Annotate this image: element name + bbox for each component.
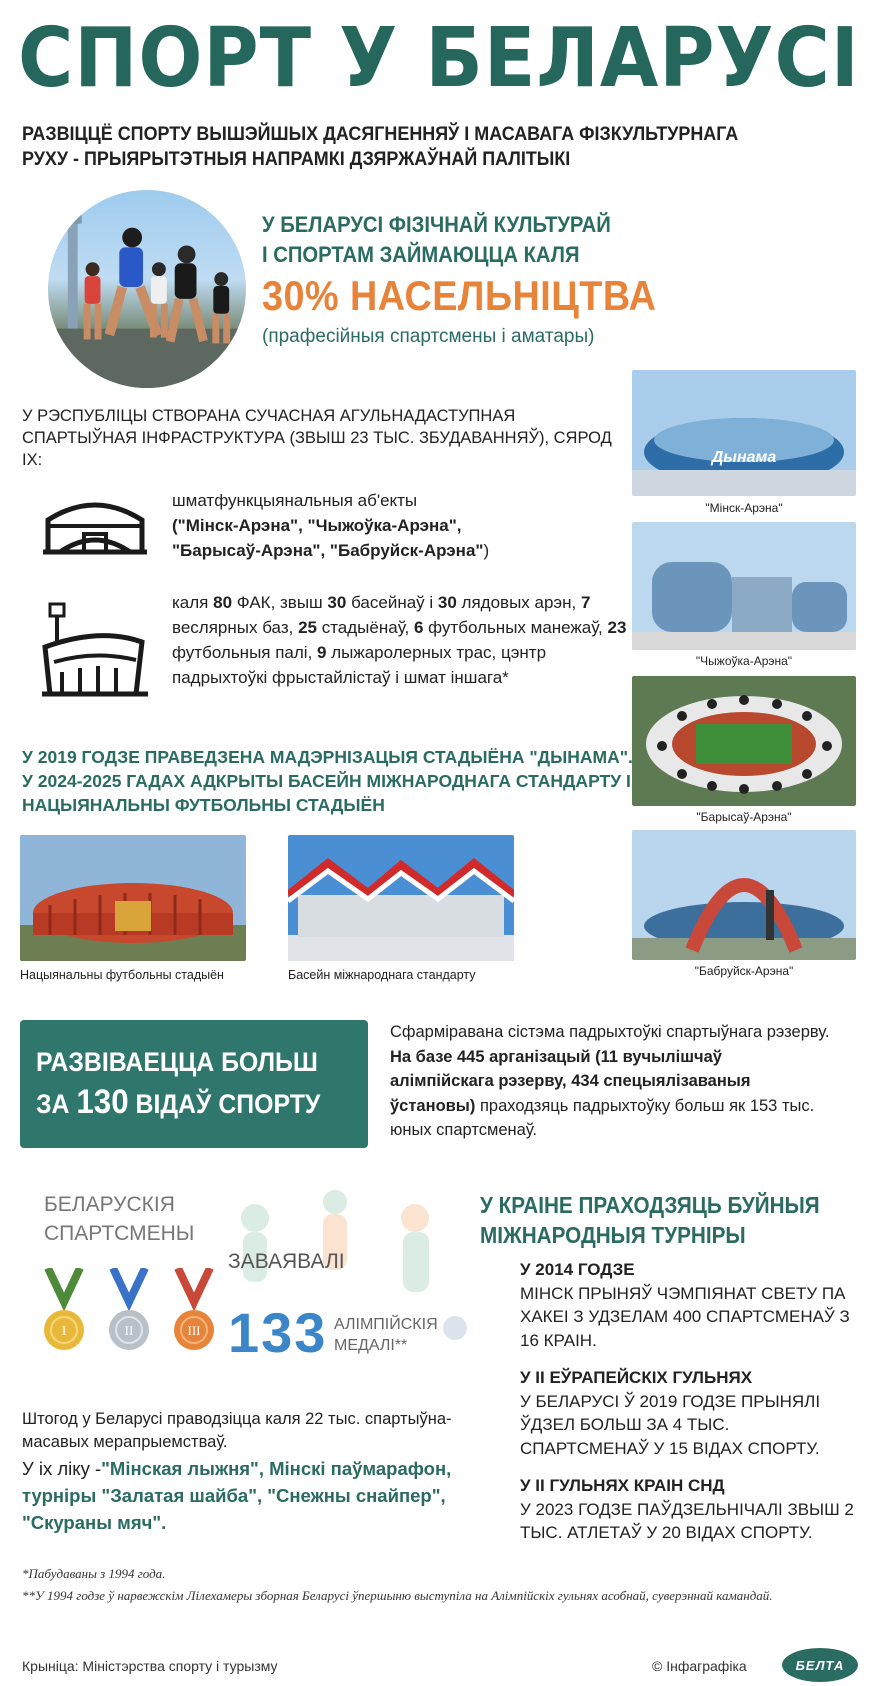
modernization-line-2-wrap [22, 769, 662, 817]
mass-post: . [161, 1512, 167, 1533]
tournament-item-text: МІНСК ПРЫНЯЎ ЧЭМПІЯНАТ СВЕТУ ПА ХАКЕІ З УДЗЕЛАМ 400 СПАРТСМЕНАЎ З 16 КРАІН. [520, 1283, 850, 1350]
medal-gold-icon [44, 1268, 84, 1350]
reserve-t1: Сфарміравана сістэма падрыхтоўкі спартыўнага рэзерву. [390, 1023, 830, 1041]
pool-photo [288, 835, 514, 961]
medals-group [44, 1268, 214, 1360]
tournament-item [520, 1258, 860, 1352]
medal-word-1: АЛІМПІЙСКІЯ [334, 1316, 438, 1333]
medal-rank-3: III [187, 1323, 201, 1338]
reserve-t2: праходзяць падрыхтоўку больш як 153 тыс. юных спартсменаў. [390, 1096, 815, 1139]
fak-n3: 30 [437, 593, 457, 612]
modernization-line-2-bold: БАСЕЙН МІЖНАРОДНАГА СТАНДАРТУ І НАЦЫЯНАЛЬНЫ ФУТБОЛЬНЫ СТАДЫЁН [22, 771, 631, 815]
fak-n1: 80 [213, 593, 233, 612]
tournament-item [520, 1366, 860, 1460]
multi-arenas-2: "Барысаў-Арэна", "Бабруйск-Арэна" [172, 541, 484, 560]
fak-t8: футбольныя палі, [172, 643, 318, 662]
sports-box-post: ВІДАЎ СПОРТУ [128, 1089, 321, 1119]
won-label: ЗАВАЯВАЛІ [228, 1250, 345, 1273]
borisov-arena-caption: "Барысаў-Арэна" [696, 810, 792, 824]
chizhovka-arena-photo [632, 522, 856, 650]
arena-sign-text: Дынама [711, 449, 777, 466]
tournament-item-heading: У II ЕЎРАПЕЙСКІХ ГУЛЬНЯХ [520, 1368, 753, 1387]
fak-t7: футбольных манежаў, [423, 618, 608, 637]
fak-t6: стадыёнаў, [316, 618, 414, 637]
page-subtitle: РАЗВІЦЦЁ СПОРТУ ВЫШЭЙШЫХ ДАСЯГНЕННЯЎ І МАСАВАГА ФІЗКУЛЬТУРНАГА РУХУ - ПРЫЯРЫТЭТНЫЯ НАПРАМКІ ДЗЯРЖАЎНАЙ ПАЛІТЫКІ [22, 123, 739, 170]
modernization-line-1: У 2019 ГОДЗЕ ПРАВЕДЗЕНА МАДЭРНІЗАЦЫЯ СТАДЫЁНА "ДЫНАМА". [22, 747, 633, 767]
fak-t2: ФАК, звыш [232, 593, 328, 612]
source-text: Крыніца: Міністэрства спорту і турызму [22, 1658, 278, 1674]
chizhovka-arena-caption: "Чыжоўка-Арэна" [695, 654, 793, 668]
belta-logo: БЕЛТА [782, 1648, 858, 1682]
medal-rank-2: II [124, 1323, 134, 1338]
medal-word-2: МЕДАЛІ** [334, 1337, 408, 1354]
minsk-arena-photo [632, 370, 856, 496]
tournament-item-text: У 2023 ГОДЗЕ ПАЎДЗЕЛЬНІЧАЛІ ЗВЫШ 2 ТЫС. АТЛЕТАЎ У 20 ВІДАХ СПОРТУ. [520, 1499, 854, 1542]
fak-t3: басейнаў і [346, 593, 438, 612]
medal-silver-icon [109, 1268, 149, 1350]
borisov-arena-photo [632, 676, 856, 806]
population-line-1: У БЕЛАРУСІ ФІЗІЧНАЙ КУЛЬТУРАЙ [262, 212, 611, 237]
fak-n7: 23 [607, 618, 627, 637]
arena-icon [40, 490, 150, 560]
reserve-b1: На базе 445 арганізацый (11 вучылішчаў алімпійскага рэзерву, 434 спецыялізаваныя ўстановы) [390, 1047, 751, 1115]
mass-events-text: Штогод у Беларусі праводзіцца каля 22 тыс. спартыўна-масавых мерапрыемстваў. [22, 1410, 452, 1451]
multi-pre: шматфункцыянальныя аб'екты [172, 491, 418, 510]
footnote-1: *Пабудаваны з 1994 года. [22, 1566, 166, 1581]
athletes-line-2: СПАРТСМЕНЫ [44, 1222, 195, 1245]
population-percent: 30% НАСЕЛЬНІЦТВА [262, 272, 657, 319]
sports-box-line-2 [36, 1082, 341, 1124]
sports-box-line-1: РАЗВІВАЕЦЦА БОЛЬШ [36, 1047, 318, 1077]
multifunctional-objects-text [172, 488, 612, 563]
mass-names-list: "Мінская лыжня", Мінскі паўмарафон, турніры "Залатая шайба", "Снежны снайпер", "Скураны мяч" [22, 1458, 452, 1533]
tournament-item-heading: У II ГУЛЬНЯХ КРАІН СНД [520, 1476, 725, 1495]
mass-pre: У іх ліку - [22, 1458, 102, 1479]
fak-t1: каля [172, 593, 214, 612]
tournaments-heading [480, 1190, 831, 1250]
tournaments-heading-2: МІЖНАРОДНЫЯ ТУРНІРЫ [480, 1222, 746, 1248]
population-note: (прафесійныя спартсмены і аматары) [262, 326, 595, 347]
fak-n5: 25 [298, 618, 317, 637]
sports-box-pre: ЗА [36, 1089, 77, 1119]
national-stadium-caption: Нацыянальны футбольны стадыён [20, 968, 224, 982]
modernization-text [22, 745, 662, 817]
reserve-text [390, 1020, 830, 1143]
multi-post: ) [483, 541, 490, 560]
national-stadium-photo [20, 835, 246, 961]
tournament-item [520, 1474, 860, 1545]
fak-t9: лыжаролерных трас, цэнтр падрыхтоўкі фрыстайлістаў і шмат іншага* [172, 643, 547, 687]
bobruisk-arena-caption: "Бабруйск-Арэна" [694, 964, 794, 978]
minsk-arena-caption: "Мінск-Арэна" [705, 501, 783, 515]
medal-rank-1: I [61, 1323, 67, 1338]
medal-word [334, 1314, 438, 1356]
population-text [262, 210, 611, 270]
tournaments-heading-1: У КРАІНЕ ПРАХОДЗЯЦЬ БУЙНЫЯ [480, 1192, 820, 1218]
medal-count: 133 [228, 1301, 328, 1364]
infrastructure-intro: У РЭСПУБЛІЦЫ СТВОРАНА СУЧАСНАЯ АГУЛЬНАДАСТУПНАЯ СПАРТЫЎНАЯ ІНФРАСТРУКТУРА (ЗВЫШ 23 ТЫС. ЗБУДАВАННЯЎ), СЯРОД ІХ: [22, 407, 612, 469]
fak-n8: 9 [317, 643, 327, 662]
runners-illustration [48, 190, 246, 388]
fak-n4: 7 [580, 593, 591, 612]
fak-n6: 6 [413, 618, 424, 637]
tournament-item-text: У БЕЛАРУСІ Ў 2019 ГОДЗЕ ПРЫНЯЛІ ЎДЗЕЛ БОЛЬШ ЗА 4 ТЫС. СПАРТСМЕНАЎ У 15 ВІДАХ СПОРТУ. [520, 1391, 821, 1458]
fak-n2: 30 [327, 593, 347, 612]
modernization-line-2-pre: У 2024-2025 ГАДАХ АДКРЫТЫ [22, 771, 288, 791]
footnote-2: **У 1994 годзе ў нарвежскім Лілехамеры зборная Беларусі ўпершыню выступіла на Алімпійскіх гульнях асобнай, суверэннай камандай. [22, 1588, 773, 1603]
facilities-count-text [172, 590, 632, 690]
stadium-icon [40, 602, 150, 702]
medal-bronze-icon [174, 1268, 214, 1350]
athletes-line-1: БЕЛАРУСКІЯ [44, 1193, 175, 1216]
page-title: СПОРТ У БЕЛАРУСІ [18, 11, 860, 106]
fak-t5: веслярных баз, [172, 618, 299, 637]
bobruisk-arena-photo [632, 830, 856, 960]
tournament-item-heading: У 2014 ГОДЗЕ [520, 1260, 635, 1279]
sports-box-number: 130 [76, 1083, 129, 1121]
athletes-label [44, 1190, 194, 1248]
fak-t4: лядовых арэн, [456, 593, 581, 612]
sports-count-box [20, 1020, 368, 1148]
mass-events-names [22, 1455, 512, 1536]
credit-text: © Інфаграфіка [652, 1658, 747, 1674]
multi-arenas-1: ("Мінск-Арэна", "Чыжоўка-Арэна", [172, 516, 462, 535]
runners-photo [48, 190, 246, 388]
pool-caption: Басейн міжнароднага стандарту [288, 968, 476, 982]
population-line-2: І СПОРТАМ ЗАЙМАЮЦЦА КАЛЯ [262, 242, 580, 267]
